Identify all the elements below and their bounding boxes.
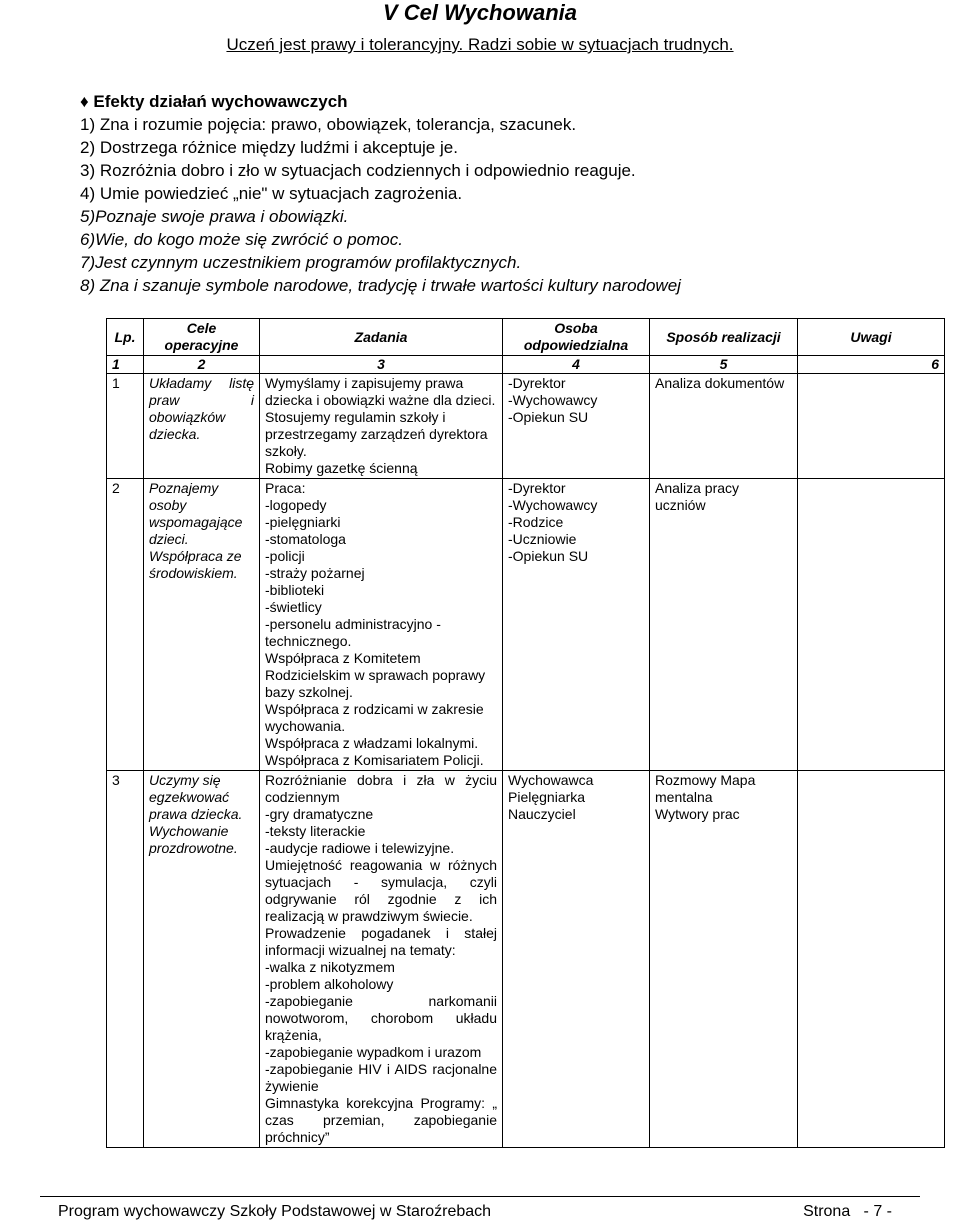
- col-number: 1: [107, 356, 144, 374]
- col-header-notes: Uwagi: [798, 319, 945, 356]
- column-number-row: [107, 356, 945, 374]
- row-method: Rozmowy Mapa mentalna Wytwory prac: [650, 771, 798, 1148]
- section-subtitle: Uczeń jest prawy i tolerancyjny. Radzi sobie w sytuacjach trudnych.: [226, 35, 734, 54]
- page-footer: [40, 1196, 920, 1221]
- row-person: -Dyrektor -Wychowawcy -Opiekun SU: [503, 374, 650, 479]
- table-row: [107, 374, 945, 479]
- row-person: Wychowawca Pielęgniarka Nauczyciel: [503, 771, 650, 1148]
- footer-program-name: Program wychowawczy Szkoły Podstawowej w Staroźrebach: [58, 1203, 492, 1220]
- col-header-goals: Cele operacyjne: [144, 319, 260, 356]
- row-notes: [798, 479, 945, 771]
- row-goal: Poznajemy osoby wspomagające dzieci. Współpraca ze środowiskiem.: [144, 479, 260, 771]
- col-number: 6: [798, 356, 945, 374]
- row-person: -Dyrektor -Wychowawcy -Rodzice -Uczniowie -Opiekun SU: [503, 479, 650, 771]
- col-number: 2: [144, 356, 260, 374]
- row-notes: [798, 771, 945, 1148]
- row-method: Analiza dokumentów: [650, 374, 798, 479]
- row-lp: 3: [107, 771, 144, 1148]
- section-title: V Cel Wychowania: [383, 0, 577, 25]
- row-notes: [798, 374, 945, 479]
- table-row: [107, 771, 945, 1148]
- footer-page-number: Strona - 7 -: [803, 1203, 892, 1220]
- row-tasks: Praca: -logopedy -pielęgniarki -stomatologa -policji -straży pożarnej -biblioteki -świetlicy -personelu administracyjno - technicznego. Współpraca z Komitetem Rodzicielskim w sprawach poprawy bazy szkolnej. Współpraca z rodzicami w zakresie wychowania. Współpraca z władzami lokalnymi. Współpraca z Komisariatem Policji.: [260, 479, 503, 771]
- col-header-lp: Lp.: [107, 319, 144, 356]
- plan-table: [106, 318, 945, 1148]
- col-header-tasks: Zadania: [260, 319, 503, 356]
- col-header-method: Sposób realizacji: [650, 319, 798, 356]
- row-lp: 2: [107, 479, 144, 771]
- row-goal: Układamy listę praw i obowiązków dziecka.: [144, 374, 260, 479]
- row-lp: 1: [107, 374, 144, 479]
- row-tasks: Rozróżnianie dobra i zła w życiu codziennym -gry dramatyczne -teksty literackie -audycje radiowe i telewizyjne. Umiejętność reagowania w różnych sytuacjach - symulacja, czyli odgrywanie ról zgodnie z ich realizacją w prawdziwym świecie. Prowadzenie pogadanek i stałej informacji wizualnej na tematy: -walka z nikotyzmem -problem alkoholowy -zapobieganie narkomanii nowotworom, chorobom układu krążenia, -zapobieganie wypadkom i urazom -zapobieganie HIV i AIDS racjonalne żywienie Gimnastyka korekcyjna Programy: „ czas przemian, zapobieganie próchnicy”: [260, 771, 503, 1148]
- col-number: 4: [503, 356, 650, 374]
- effect-item: 5)Poznaje swoje prawa i obowiązki.: [80, 207, 349, 226]
- col-number: 5: [650, 356, 798, 374]
- effects-list: [80, 90, 681, 297]
- col-number: 3: [260, 356, 503, 374]
- col-header-person: Osoba odpowiedzialna: [503, 319, 650, 356]
- effect-item: 6)Wie, do kogo może się zwrócić o pomoc.: [80, 230, 403, 249]
- effect-item: 4) Umie powiedzieć „nie" w sytuacjach zagrożenia.: [80, 184, 463, 203]
- effects-heading: ♦ Efekty działań wychowawczych: [80, 92, 348, 111]
- row-tasks: Wymyślamy i zapisujemy prawa dziecka i obowiązki ważne dla dzieci. Stosujemy regulamin szkoły i przestrzegamy zarządzeń dyrektora szkoły. Robimy gazetkę ścienną: [260, 374, 503, 479]
- row-method: Analiza pracy uczniów: [650, 479, 798, 771]
- effect-item: 7)Jest czynnym uczestnikiem programów profilaktycznych.: [80, 253, 522, 272]
- effect-item: 2) Dostrzega różnice między ludźmi i akceptuje je.: [80, 138, 458, 157]
- effect-item: 3) Rozróżnia dobro i zło w sytuacjach codziennych i odpowiednio reaguje.: [80, 161, 636, 180]
- table-header-row: [107, 319, 945, 356]
- effect-item: 1) Zna i rozumie pojęcia: prawo, obowiązek, tolerancja, szacunek.: [80, 115, 577, 134]
- effect-item: 8) Zna i szanuje symbole narodowe, tradycję i trwałe wartości kultury narodowej: [80, 276, 681, 295]
- table-row: [107, 479, 945, 771]
- row-goal: Uczymy się egzekwować prawa dziecka. Wychowanie prozdrowotne.: [144, 771, 260, 1148]
